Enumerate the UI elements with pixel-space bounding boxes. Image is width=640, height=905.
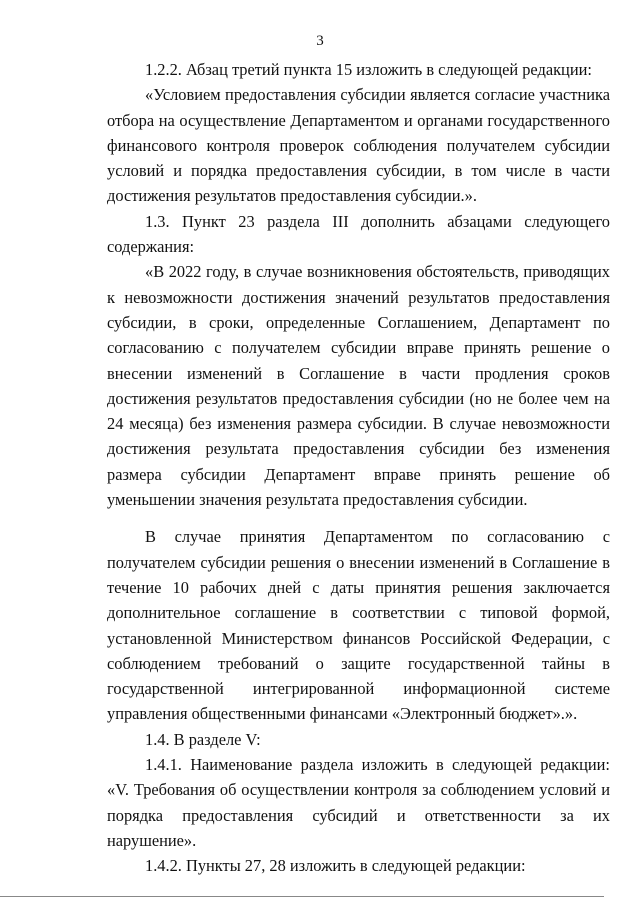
page-bottom-rule — [0, 896, 604, 897]
paragraph-1-3: 1.3. Пункт 23 раздела III дополнить абзацами следующего содержания: — [107, 211, 610, 257]
paragraph-additional-agreement: В случае принятия Департаментом по согласованию с получателем субсидии решения о внесении изменений в Соглашение в течение 10 рабочих дней с даты принятия решения заключается дополнительное соглашение в соответствии с типовой формой, установленной Министерством финансов Российской Федерации, с соблюдением требований о защите государственной тайны в государственной интегрированной информационной системе управления общественными финансами «Электронный бюджет».». — [107, 527, 610, 724]
paragraph-1-2-2: 1.2.2. Абзац третий пункта 15 изложить в следующей редакции: — [145, 60, 592, 79]
document-body — [107, 57, 610, 879]
paragraph-1-4: 1.4. В разделе V: — [145, 729, 261, 749]
paragraph-1-4-1: 1.4.1. Наименование раздела изложить в следующей редакции: «V. Требования об осуществлении контроля за соблюдением условий и порядка предоставления субсидий и ответственности за их нарушение». — [107, 755, 610, 850]
page-number: 3 — [316, 33, 324, 49]
paragraph-subsidy-condition-quote: «Условием предоставления субсидии является согласие участника отбора на осуществление Департаментом и органами государственного финансового контроля проверок соблюдения получателем субсидии условий и порядка предоставления субсидии, в том числе в части достижения результатов предоставления субсидии.». — [107, 85, 610, 206]
paragraph-2022-amendment-quote: «В 2022 году, в случае возникновения обстоятельств, приводящих к невозможности достижения значений результатов предоставления субсидии, в сроки, определенные Соглашением, Департамент по согласованию с получателем субсидии вправе принять решение о внесении изменений в Соглашение в части продления сроков достижения результатов предоставления субсидии (но не более чем на 24 месяца) без изменения размера субсидии. В случае невозможности достижения результата предоставления субсидии без изменения размера субсидии Департамент вправе принять решение об уменьшении значения результата предоставления субсидии. — [107, 262, 610, 510]
paragraph-1-4-2: 1.4.2. Пункты 27, 28 изложить в следующей редакции: — [145, 856, 526, 876]
